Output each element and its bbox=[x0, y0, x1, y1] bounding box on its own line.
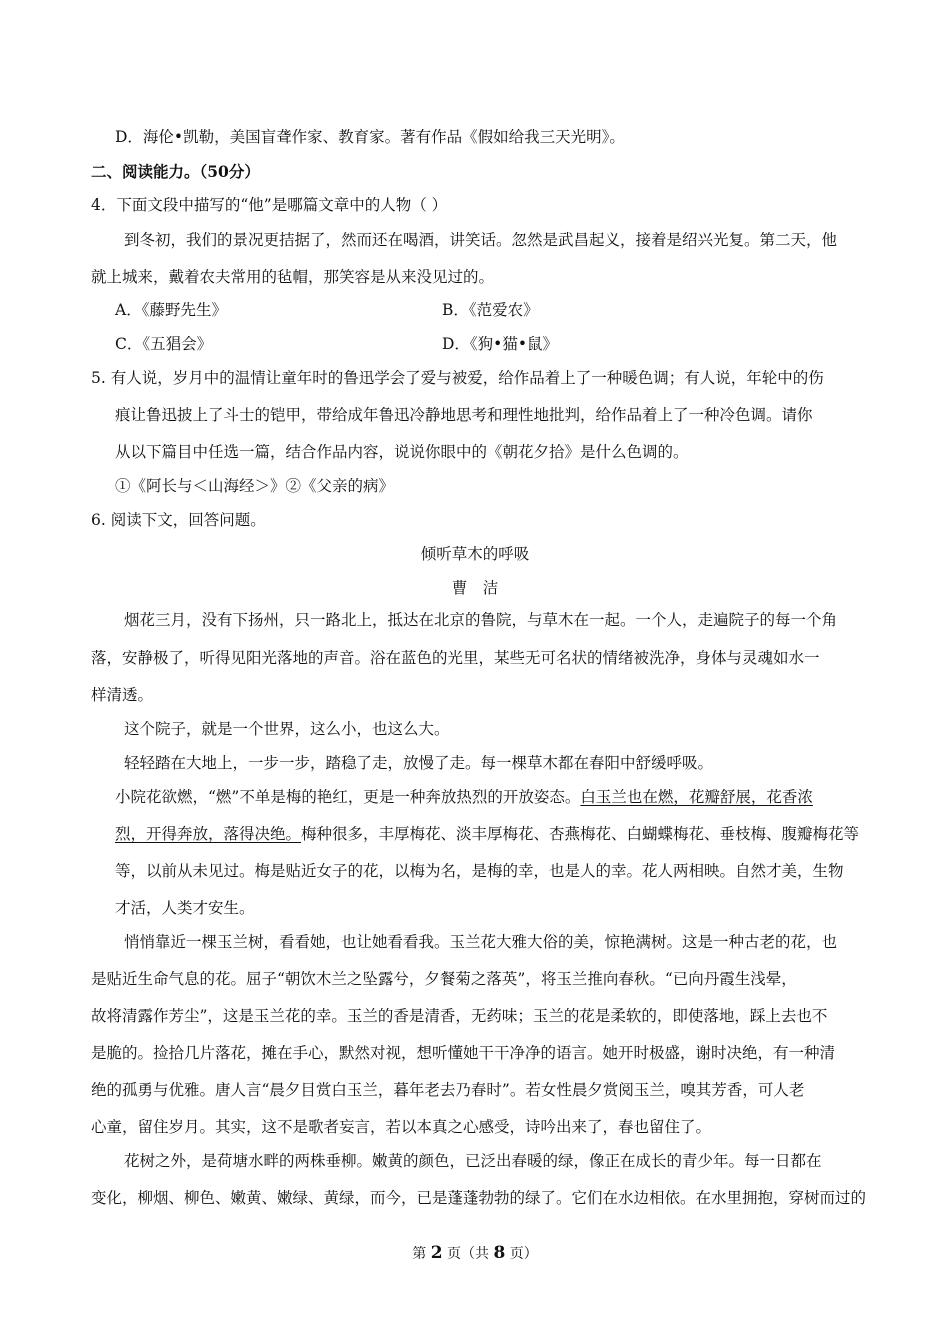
paragraph-line: 是脆的。捡拾几片落花，摊在手心，默然对视，想听懂她干干净净的语言。她开时极盛，谢时决绝，有一种清 bbox=[91, 1044, 836, 1062]
paragraph-line: 才活，人类才安生。 bbox=[115, 899, 255, 917]
paragraph-text: 梅种很多，丰厚梅花、淡丰厚梅花、杏燕梅花、白蝴蝶梅花、垂枝梅、腹瓣梅花等 bbox=[301, 825, 860, 843]
paragraph-text: 小院花欲燃，“燃”不单是梅的艳红，更是一种奔放热烈的开放姿态。 bbox=[115, 788, 581, 806]
article-author: 曹 洁 bbox=[451, 579, 499, 597]
paragraph-line bbox=[115, 823, 859, 845]
q4-option-a: A．《藤野先生》 bbox=[115, 301, 227, 319]
paragraph-line: 烟花三月，没有下扬州，只一路北上，抵达在北京的鲁院，与草木在一起。一个人，走遍院子的每一个角 bbox=[124, 611, 838, 629]
q5-line: 痕让鲁迅披上了斗士的铠甲，带给成年鲁迅冷静地思考和理性地批判，给作品着上了一种冷色调。请你 bbox=[115, 406, 813, 424]
page-number: 2 bbox=[430, 1243, 443, 1263]
q5-choices: ①《阿长与＜山海经＞》②《父亲的病》 bbox=[115, 477, 395, 495]
paragraph-line: 是贴近生命气息的花。屈子“朝饮木兰之坠露兮，夕餐菊之落英”，将玉兰推向春秋。“已向丹霞生浅晕， bbox=[91, 970, 797, 988]
paragraph-line: 变化，柳烟、柳色、嫩黄、嫩绿、黄绿，而今，已是蓬蓬勃勃的绿了。它们在水边相依。在水里拥抱，穿树而过的 bbox=[91, 1189, 867, 1207]
article-title: 倾听草木的呼吸 bbox=[420, 545, 530, 563]
q4-option-b: B．《范爱农》 bbox=[442, 301, 539, 319]
paragraph-line: 轻轻踏在大地上，一步一步，踏稳了走，放慢了走。每一棵草木都在春阳中舒缓呼吸。 bbox=[124, 754, 714, 772]
q4-option-d: D．《狗•猫•鼠》 bbox=[442, 335, 558, 353]
paragraph-line: 悄悄靠近一棵玉兰树，看看她，也让她看看我。玉兰花大雅大俗的美，惊艳满树。这是一种古老的花，也 bbox=[124, 933, 838, 951]
q4-option-c: C．《五猖会》 bbox=[115, 335, 213, 353]
footer-mid: 页（共 bbox=[447, 1246, 489, 1262]
page-footer bbox=[0, 1243, 950, 1263]
paragraph-line: 心童，留住岁月。其实，这不是歌者妄言，若以本真之心感受，诗吟出来了，春也留住了。 bbox=[91, 1118, 712, 1136]
paragraph-line: 故将清露作芳尘”，这是玉兰花的幸。玉兰的香是清香，无药味；玉兰的花是柔软的，即使落地，踩上去也不 bbox=[91, 1007, 828, 1025]
option-d-line: D．海伦•凯勒，美国盲聋作家、教育家。著有作品《假如给我三天光明》。 bbox=[115, 128, 625, 146]
q4-passage-line: 就上城来，戴着农夫常用的毡帽，那笑容是从来没见过的。 bbox=[91, 268, 495, 286]
q6-stem: 6. 阅读下文，回答问题。 bbox=[91, 511, 266, 529]
q5-line: 5. 有人说，岁月中的温情让童年时的鲁迅学会了爱与被爱，给作品着上了一种暖色调；有人说，年轮中的伤 bbox=[91, 369, 824, 387]
paragraph-line: 绝的孤勇与优雅。唐人言“晨夕目赏白玉兰，暮年老去乃春时”。若女性晨夕赏阅玉兰，嗅其芳香，可人老 bbox=[91, 1081, 805, 1099]
section-heading: 二、阅读能力。（50分） bbox=[91, 162, 260, 181]
paragraph-line: 样清透。 bbox=[91, 686, 154, 704]
paragraph-line bbox=[115, 786, 813, 808]
paragraph-line: 落，安静极了，听得见阳光落地的声音。浴在蓝色的光里，某些无可名状的情绪被洗净，身体与灵魂如水一 bbox=[91, 649, 820, 667]
paragraph-line: 花树之外，是荷塘水畔的两株垂柳。嫩黄的颜色，已泛出春暖的绿，像正在成长的青少年。每一日都在 bbox=[124, 1152, 822, 1170]
q4-passage-line: 到冬初，我们的景况更拮据了，然而还在喝酒，讲笑话。忽然是武昌起义，接着是绍兴光复。第二天，他 bbox=[124, 231, 838, 249]
page-total: 8 bbox=[493, 1243, 506, 1263]
footer-prefix: 第 bbox=[412, 1246, 427, 1262]
q5-line: 从以下篇目中任选一篇，结合作品内容，说说你眼中的《朝花夕拾》是什么色调的。 bbox=[115, 443, 689, 461]
paragraph-line: 等，以前从未见过。梅是贴近女子的花，以梅为名，是梅的幸，也是人的幸。花人两相映。自然才美，生物 bbox=[115, 862, 844, 880]
underlined-sentence: 白玉兰也在燃，花瓣舒展，花香浓 bbox=[580, 788, 813, 806]
underlined-sentence: 烈，开得奔放，落得决绝。 bbox=[115, 825, 302, 843]
q4-stem: 4．下面文段中描写的“他”是哪篇文章中的人物（ ） bbox=[91, 196, 448, 214]
paragraph-line: 这个院子，就是一个世界，这么小，也这么大。 bbox=[124, 720, 450, 738]
footer-suffix: 页） bbox=[509, 1246, 538, 1262]
